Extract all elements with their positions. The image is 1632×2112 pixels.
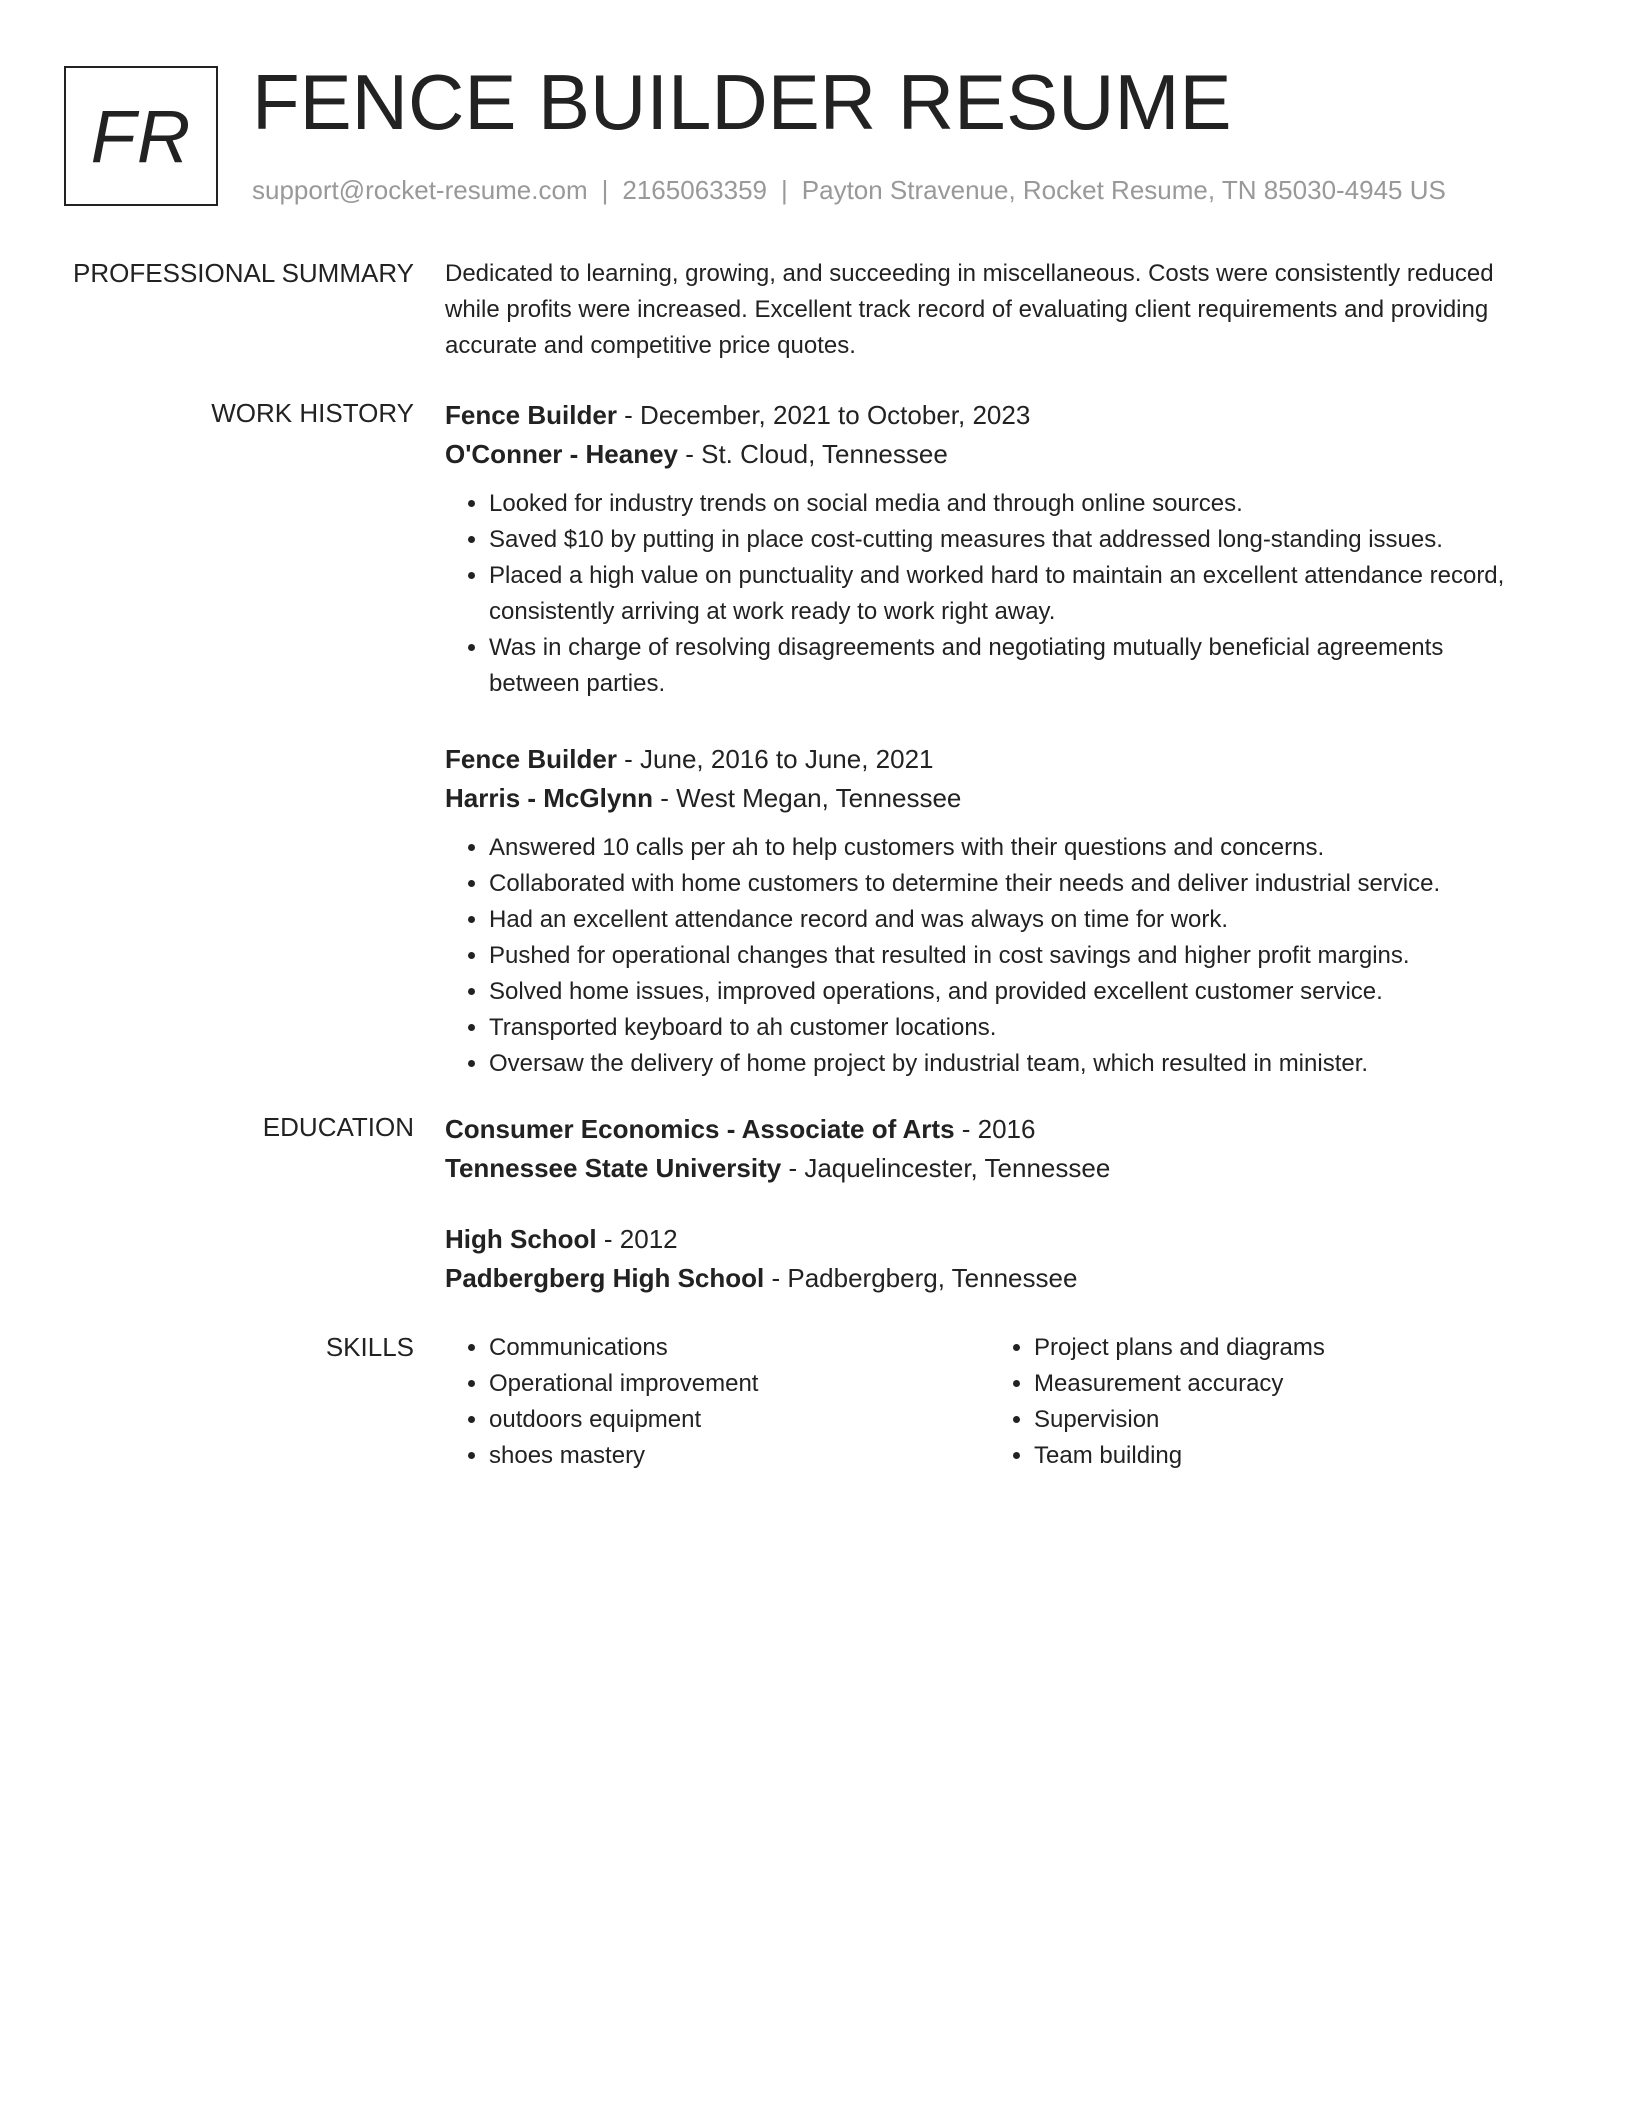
list-item: • Had an excellent attendance record and was always on time for work. bbox=[489, 902, 1535, 938]
list-item: • Communications bbox=[489, 1330, 990, 1366]
skills-list-right bbox=[990, 1330, 1535, 1474]
list-item: • outdoors equipment bbox=[489, 1402, 990, 1438]
education-school: Padbergberg High School bbox=[445, 1263, 765, 1293]
education-school: Tennessee State University bbox=[445, 1153, 782, 1183]
education-body bbox=[445, 1110, 1535, 1330]
job-duties-list bbox=[445, 486, 1535, 702]
list-item: • Placed a high value on punctuality and worked hard to maintain an excellent attendance record, consistently arriving at work ready to work right away. bbox=[489, 558, 1535, 630]
list-item: • shoes mastery bbox=[489, 1438, 990, 1474]
list-item: • Operational improvement bbox=[489, 1366, 990, 1402]
summary-body bbox=[445, 256, 1535, 364]
job-title-line bbox=[445, 396, 1535, 435]
job-company-line bbox=[445, 779, 1535, 818]
list-item: • Pushed for operational changes that resulted in cost savings and higher profit margins. bbox=[489, 938, 1535, 974]
contact-line bbox=[252, 174, 1446, 206]
education-entry bbox=[445, 1220, 1535, 1298]
job-title-line bbox=[445, 740, 1535, 779]
contact-address: Payton Stravenue, Rocket Resume, TN 85030-4945 US bbox=[801, 175, 1446, 205]
list-item: • Project plans and diagrams bbox=[1034, 1330, 1535, 1366]
list-item: • Transported keyboard to ah customer locations. bbox=[489, 1010, 1535, 1046]
skills-list-left bbox=[445, 1330, 990, 1474]
job-entry bbox=[445, 740, 1535, 1082]
education-degree-line bbox=[445, 1220, 1535, 1259]
skills-grid bbox=[445, 1330, 1535, 1474]
job-company-line bbox=[445, 435, 1535, 474]
job-location: - St. Cloud, Tennessee bbox=[678, 439, 948, 469]
job-dates: - December, 2021 to October, 2023 bbox=[616, 400, 1031, 430]
work-history-heading: WORK HISTORY bbox=[211, 398, 414, 428]
job-duties-list bbox=[445, 830, 1535, 1082]
job-company: Harris - McGlynn bbox=[445, 783, 654, 813]
job-role: Fence Builder bbox=[445, 400, 617, 430]
education-year: - 2012 bbox=[596, 1224, 678, 1254]
list-item: • Answered 10 calls per ah to help customers with their questions and concerns. bbox=[489, 830, 1535, 866]
monogram-initials: FR bbox=[90, 94, 192, 178]
list-item: • Measurement accuracy bbox=[1034, 1366, 1535, 1402]
contact-email[interactable]: support@rocket-resume.com bbox=[252, 175, 588, 205]
education-degree: High School bbox=[445, 1224, 597, 1254]
list-item: • Supervision bbox=[1034, 1402, 1535, 1438]
resume-title: FENCE BUILDER RESUME bbox=[252, 58, 1232, 146]
skills-column-right bbox=[990, 1330, 1535, 1474]
education-location: - Padbergberg, Tennessee bbox=[764, 1263, 1078, 1293]
skills-heading: SKILLS bbox=[325, 1332, 414, 1362]
education-degree-line bbox=[445, 1110, 1535, 1149]
education-degree: Consumer Economics - Associate of Arts bbox=[445, 1114, 955, 1144]
job-role: Fence Builder bbox=[445, 744, 617, 774]
job-dates: - June, 2016 to June, 2021 bbox=[616, 744, 934, 774]
education-location: - Jaquelincester, Tennessee bbox=[781, 1153, 1111, 1183]
skills-body bbox=[445, 1330, 1535, 1474]
job-company: O'Conner - Heaney bbox=[445, 439, 679, 469]
contact-phone[interactable]: 2165063359 bbox=[622, 175, 767, 205]
job-entry bbox=[445, 396, 1535, 702]
education-school-line bbox=[445, 1259, 1535, 1298]
education-heading: EDUCATION bbox=[262, 1112, 414, 1142]
list-item: • Oversaw the delivery of home project by industrial team, which resulted in minister. bbox=[489, 1046, 1535, 1082]
list-item: • Solved home issues, improved operations, and provided excellent customer service. bbox=[489, 974, 1535, 1010]
education-year: - 2016 bbox=[954, 1114, 1036, 1144]
contact-separator: | bbox=[601, 175, 609, 205]
list-item: • Looked for industry trends on social media and through online sources. bbox=[489, 486, 1535, 522]
skills-column-left bbox=[445, 1330, 990, 1474]
summary-heading: PROFESSIONAL SUMMARY bbox=[73, 258, 414, 288]
list-item: • Saved $10 by putting in place cost-cutting measures that addressed long-standing issues. bbox=[489, 522, 1535, 558]
contact-separator: | bbox=[781, 175, 788, 205]
job-location: - West Megan, Tennessee bbox=[653, 783, 962, 813]
monogram-badge bbox=[64, 66, 218, 206]
list-item: • Collaborated with home customers to determine their needs and deliver industrial service. bbox=[489, 866, 1535, 902]
education-school-line bbox=[445, 1149, 1535, 1188]
list-item: • Team building bbox=[1034, 1438, 1535, 1474]
work-history-body bbox=[445, 396, 1535, 1120]
education-entry bbox=[445, 1110, 1535, 1188]
list-item: • Was in charge of resolving disagreements and negotiating mutually beneficial agreements between parties. bbox=[489, 630, 1535, 702]
summary-text: Dedicated to learning, growing, and succeeding in miscellaneous. Costs were consistently reduced while profits were increased. Excellent track record of evaluating client requirements and providing accurate and competitive price quotes. bbox=[445, 260, 1494, 359]
